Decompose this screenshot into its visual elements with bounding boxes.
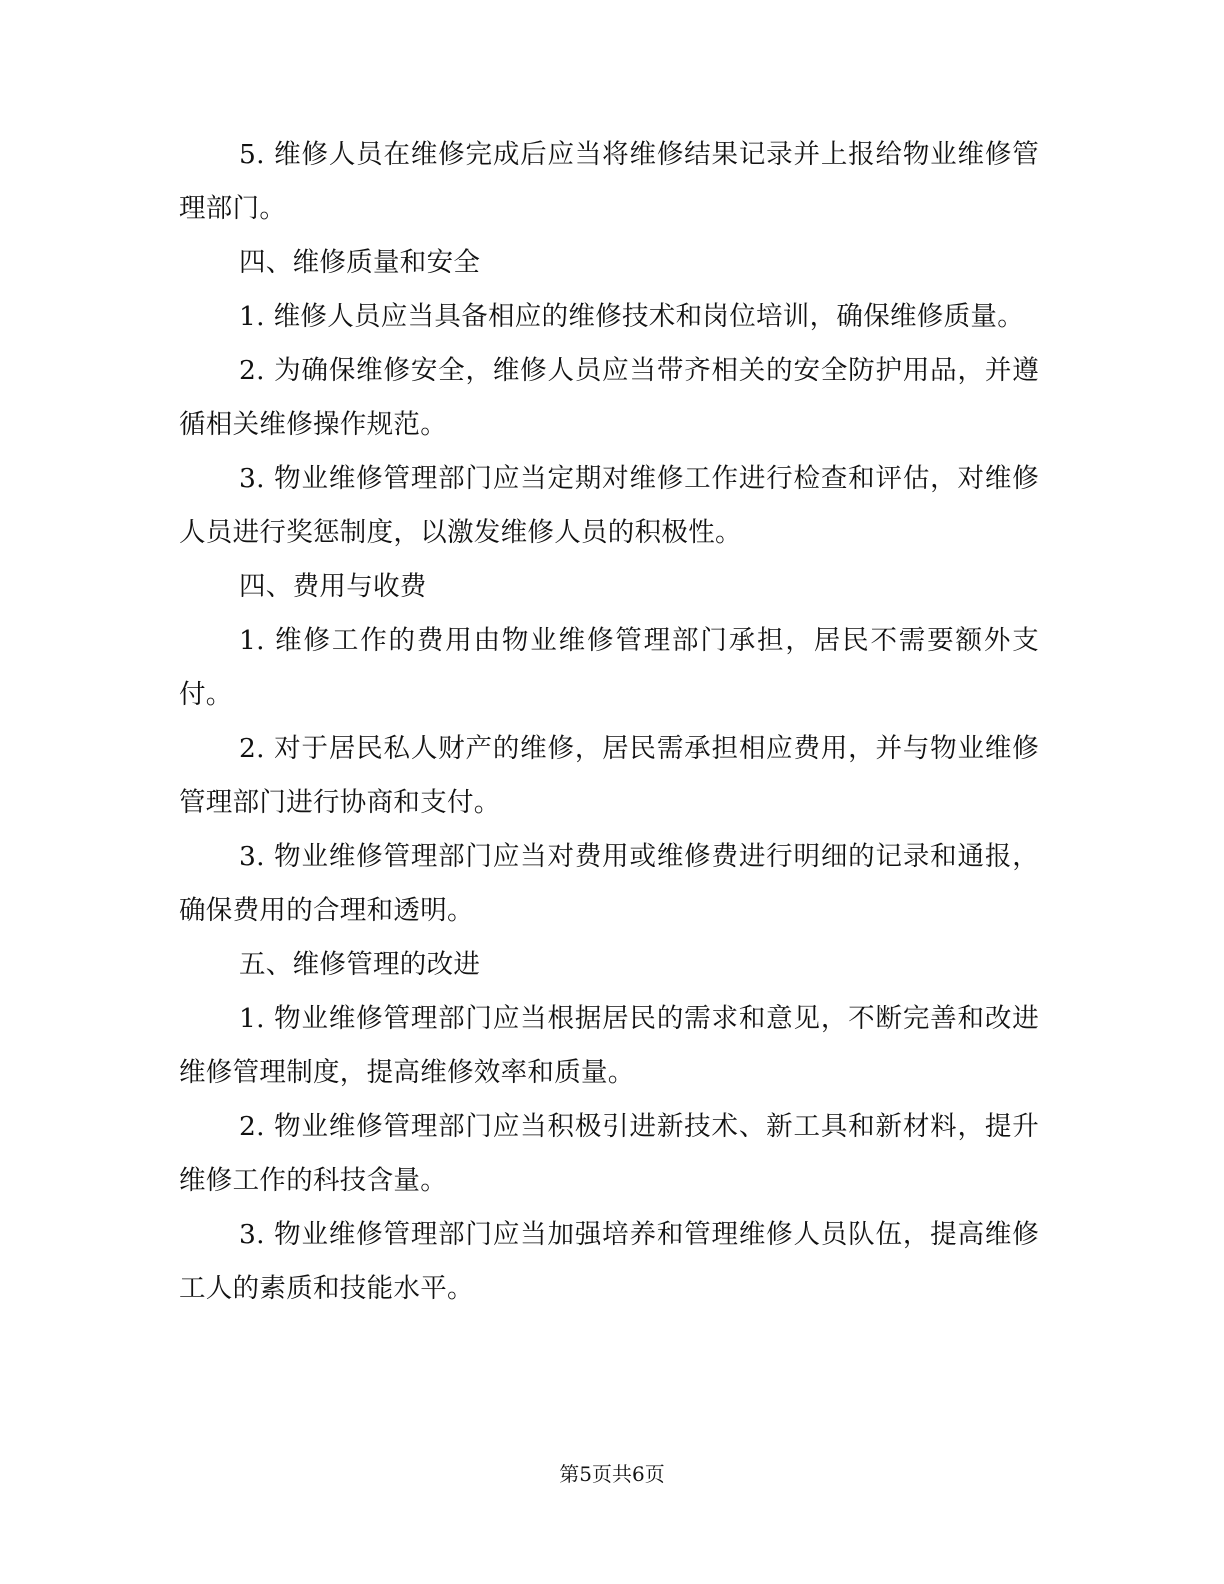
list-item: 1. 物业维修管理部门应当根据居民的需求和意见，不断完善和改进维修管理制度，提高维修效率和质量。 — [179, 1003, 1039, 1088]
section-heading: 四、维修质量和安全 — [239, 247, 481, 278]
list-item: 3. 物业维修管理部门应当定期对维修工作进行检查和评估，对维修人员进行奖惩制度，以激发维修人员的积极性。 — [179, 463, 1039, 548]
list-item: 2. 为确保维修安全，维修人员应当带齐相关的安全防护用品，并遵循相关维修操作规范。 — [179, 355, 1039, 440]
document-body — [179, 128, 1039, 1316]
list-item: 1. 维修人员应当具备相应的维修技术和岗位培训，确保维修质量。 — [239, 301, 1025, 332]
list-item: 5. 维修人员在维修完成后应当将维修结果记录并上报给物业维修管理部门。 — [179, 139, 1039, 224]
list-item: 3. 物业维修管理部门应当加强培养和管理维修人员队伍，提高维修工人的素质和技能水平。 — [179, 1219, 1039, 1304]
section-heading: 五、维修管理的改进 — [239, 949, 481, 980]
section-heading: 四、费用与收费 — [239, 571, 427, 602]
list-item: 2. 对于居民私人财产的维修，居民需承担相应费用，并与物业维修管理部门进行协商和支付。 — [179, 733, 1039, 818]
page-number-label: 第5页共6页 — [559, 1462, 665, 1486]
list-item: 2. 物业维修管理部门应当积极引进新技术、新工具和新材料，提升维修工作的科技含量。 — [179, 1111, 1039, 1196]
page-footer — [0, 1462, 1224, 1486]
list-item: 3. 物业维修管理部门应当对费用或维修费进行明细的记录和通报，确保费用的合理和透明。 — [179, 841, 1039, 926]
list-item: 1. 维修工作的费用由物业维修管理部门承担，居民不需要额外支付。 — [179, 625, 1039, 710]
